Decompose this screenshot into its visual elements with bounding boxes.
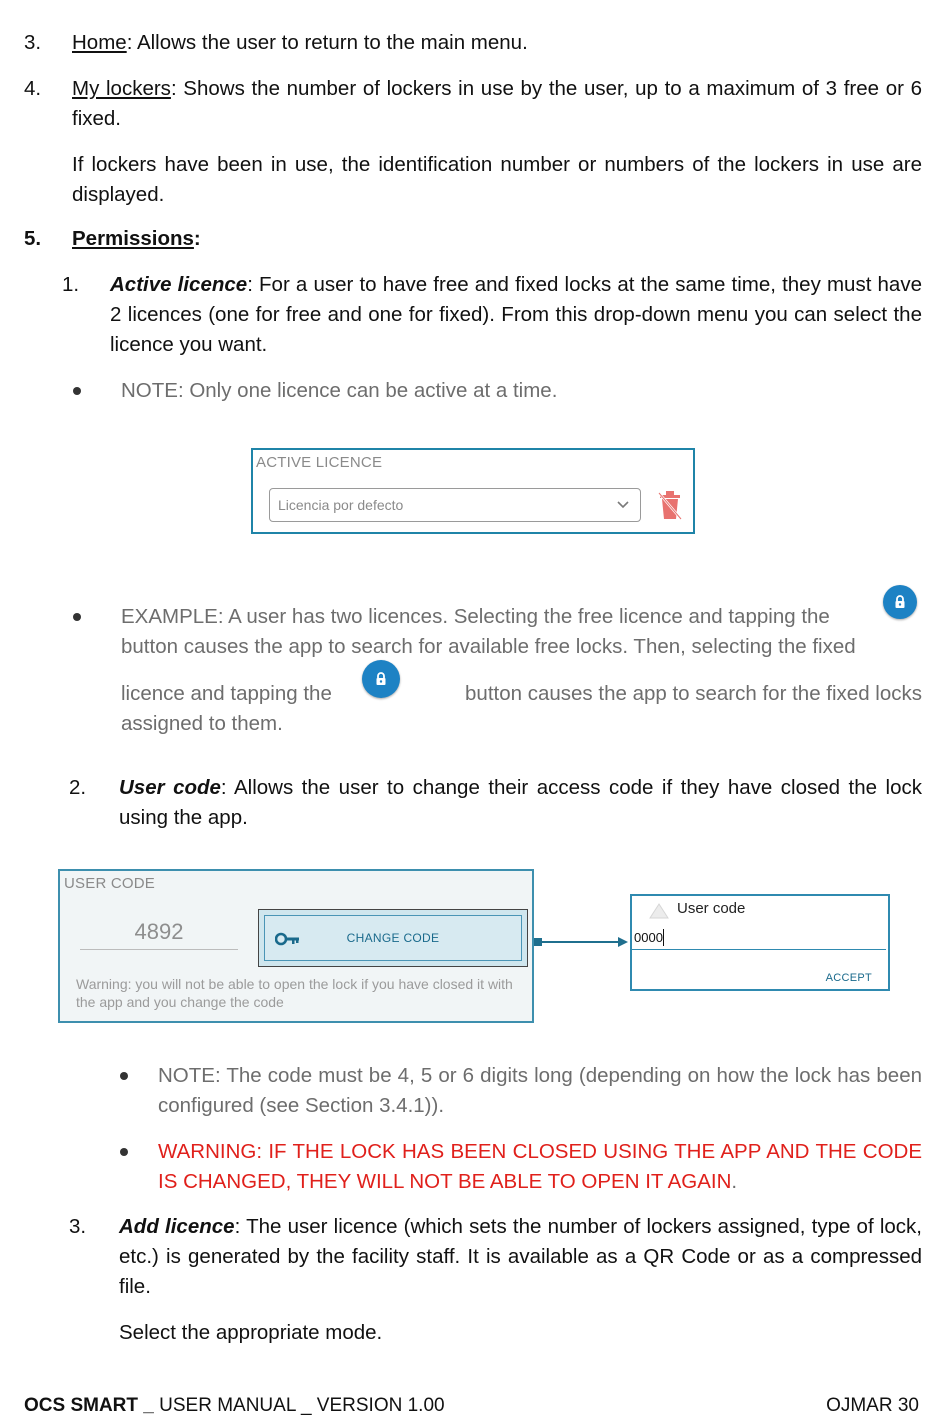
home-term: Home bbox=[72, 31, 127, 54]
footer-doc: USER MANUAL _ VERSION 1.00 bbox=[153, 1395, 445, 1416]
footer-product: OCS SMART _ bbox=[24, 1395, 154, 1416]
change-code-button-face bbox=[264, 915, 522, 961]
licence-select[interactable] bbox=[269, 488, 641, 522]
licence-select-value: Licencia por defecto bbox=[278, 497, 404, 513]
warning-paragraph bbox=[158, 1137, 922, 1197]
permissions-heading bbox=[72, 224, 201, 254]
user-code-dialog bbox=[630, 894, 890, 991]
active-licence-title: ACTIVE LICENCE bbox=[256, 454, 383, 471]
bullet bbox=[120, 1148, 128, 1156]
footer-left bbox=[24, 1393, 445, 1419]
active-licence-term: Active licence bbox=[110, 273, 248, 296]
bullet bbox=[120, 1072, 128, 1080]
item-number: 5. bbox=[24, 227, 42, 250]
active-licence-panel bbox=[251, 448, 695, 534]
lockers-paragraph-2: If lockers have been in use, the identification number or numbers of the lockers in use are displayed. bbox=[72, 153, 922, 206]
subitem-number: 2. bbox=[69, 776, 87, 799]
subitem-number: 3. bbox=[69, 1215, 87, 1238]
footer-company: OJMAR bbox=[826, 1395, 893, 1416]
example-line-1 bbox=[121, 602, 922, 632]
example-line-4: assigned to them. bbox=[121, 712, 283, 735]
change-code-button[interactable] bbox=[258, 909, 528, 967]
dialog-code-input[interactable] bbox=[632, 927, 886, 950]
dialog-title: User code bbox=[677, 900, 746, 917]
note-code-digits: NOTE: The code must be 4, 5 or 6 digits long (depending on how the lock has been configured (see Section 3.4.1)). bbox=[158, 1064, 922, 1117]
warning-period: . bbox=[731, 1170, 738, 1193]
page-number: 30 bbox=[897, 1395, 919, 1416]
arrow-connector-icon bbox=[534, 934, 630, 950]
lock-icon bbox=[362, 660, 400, 698]
user-code-title: USER CODE bbox=[64, 875, 155, 892]
change-code-label: CHANGE CODE bbox=[346, 931, 440, 945]
active-licence-text: : For a user to have free and fixed locks at the same time, they must have 2 licences (one for free and one for fixed). From this drop-down menu you can select the licence you want. bbox=[110, 273, 922, 356]
add-licence-paragraph bbox=[119, 1212, 922, 1302]
lock-icon bbox=[883, 585, 917, 619]
home-paragraph bbox=[72, 28, 922, 58]
chevron-down-icon bbox=[616, 500, 630, 510]
active-licence-paragraph bbox=[110, 270, 922, 360]
delete-licence-icon[interactable] bbox=[657, 490, 683, 520]
note-one-licence: NOTE: Only one licence can be active at a time. bbox=[121, 379, 558, 402]
user-code-warning: Warning: you will not be able to open the lock if you have closed it with the app and you change the code bbox=[76, 976, 513, 1010]
subitem-number: 1. bbox=[62, 273, 80, 296]
lockers-text: : Shows the number of lockers in use by the user, up to a maximum of 3 free or 6 fixed. bbox=[72, 77, 922, 130]
text-cursor bbox=[663, 929, 664, 946]
user-code-text: : Allows the user to change their access code if they have closed the lock using the app. bbox=[119, 776, 922, 829]
item-number: 4. bbox=[24, 77, 42, 100]
example-line-2: button causes the app to search for available free locks. Then, selecting the fixed bbox=[121, 635, 856, 658]
add-licence-text: : The user licence (which sets the number of lockers assigned, type of lock, etc.) is generated by the facility staff. It is available as a QR Code or as a compressed file. bbox=[119, 1215, 922, 1298]
permissions-colon: : bbox=[193, 227, 201, 250]
permissions-term: Permissions bbox=[72, 227, 194, 250]
add-licence-term: Add licence bbox=[119, 1215, 235, 1238]
home-text: : Allows the user to return to the main menu. bbox=[126, 31, 528, 54]
user-code-paragraph bbox=[119, 773, 922, 833]
item-number: 3. bbox=[24, 31, 42, 54]
warning-triangle-icon bbox=[648, 902, 670, 920]
accept-button[interactable]: ACCEPT bbox=[825, 972, 872, 984]
user-code-term: User code bbox=[119, 776, 221, 799]
lock-button-sample bbox=[362, 660, 400, 698]
user-code-panel bbox=[58, 869, 534, 1023]
lockers-paragraph bbox=[72, 74, 922, 134]
example-text-1: EXAMPLE: A user has two licences. Selecting the free licence and tapping the bbox=[121, 605, 830, 628]
warning-text: WARNING: IF THE LOCK HAS BEEN CLOSED USING THE APP AND THE CODE IS CHANGED, THEY WILL NOT BE ABLE TO OPEN IT AGAIN bbox=[158, 1140, 922, 1193]
footer-right bbox=[826, 1393, 919, 1419]
lockers-term: My lockers bbox=[72, 77, 171, 100]
lock-button-sample bbox=[883, 585, 917, 619]
user-code-value: 4892 bbox=[80, 919, 238, 950]
add-licence-paragraph-2: Select the appropriate mode. bbox=[119, 1321, 383, 1344]
example-line-3a: licence and tapping the bbox=[121, 682, 332, 705]
dialog-code-value: 0000 bbox=[634, 930, 663, 945]
example-line-3b: button causes the app to search for the fixed locks bbox=[465, 682, 922, 705]
bullet bbox=[73, 387, 81, 395]
bullet bbox=[73, 613, 81, 621]
